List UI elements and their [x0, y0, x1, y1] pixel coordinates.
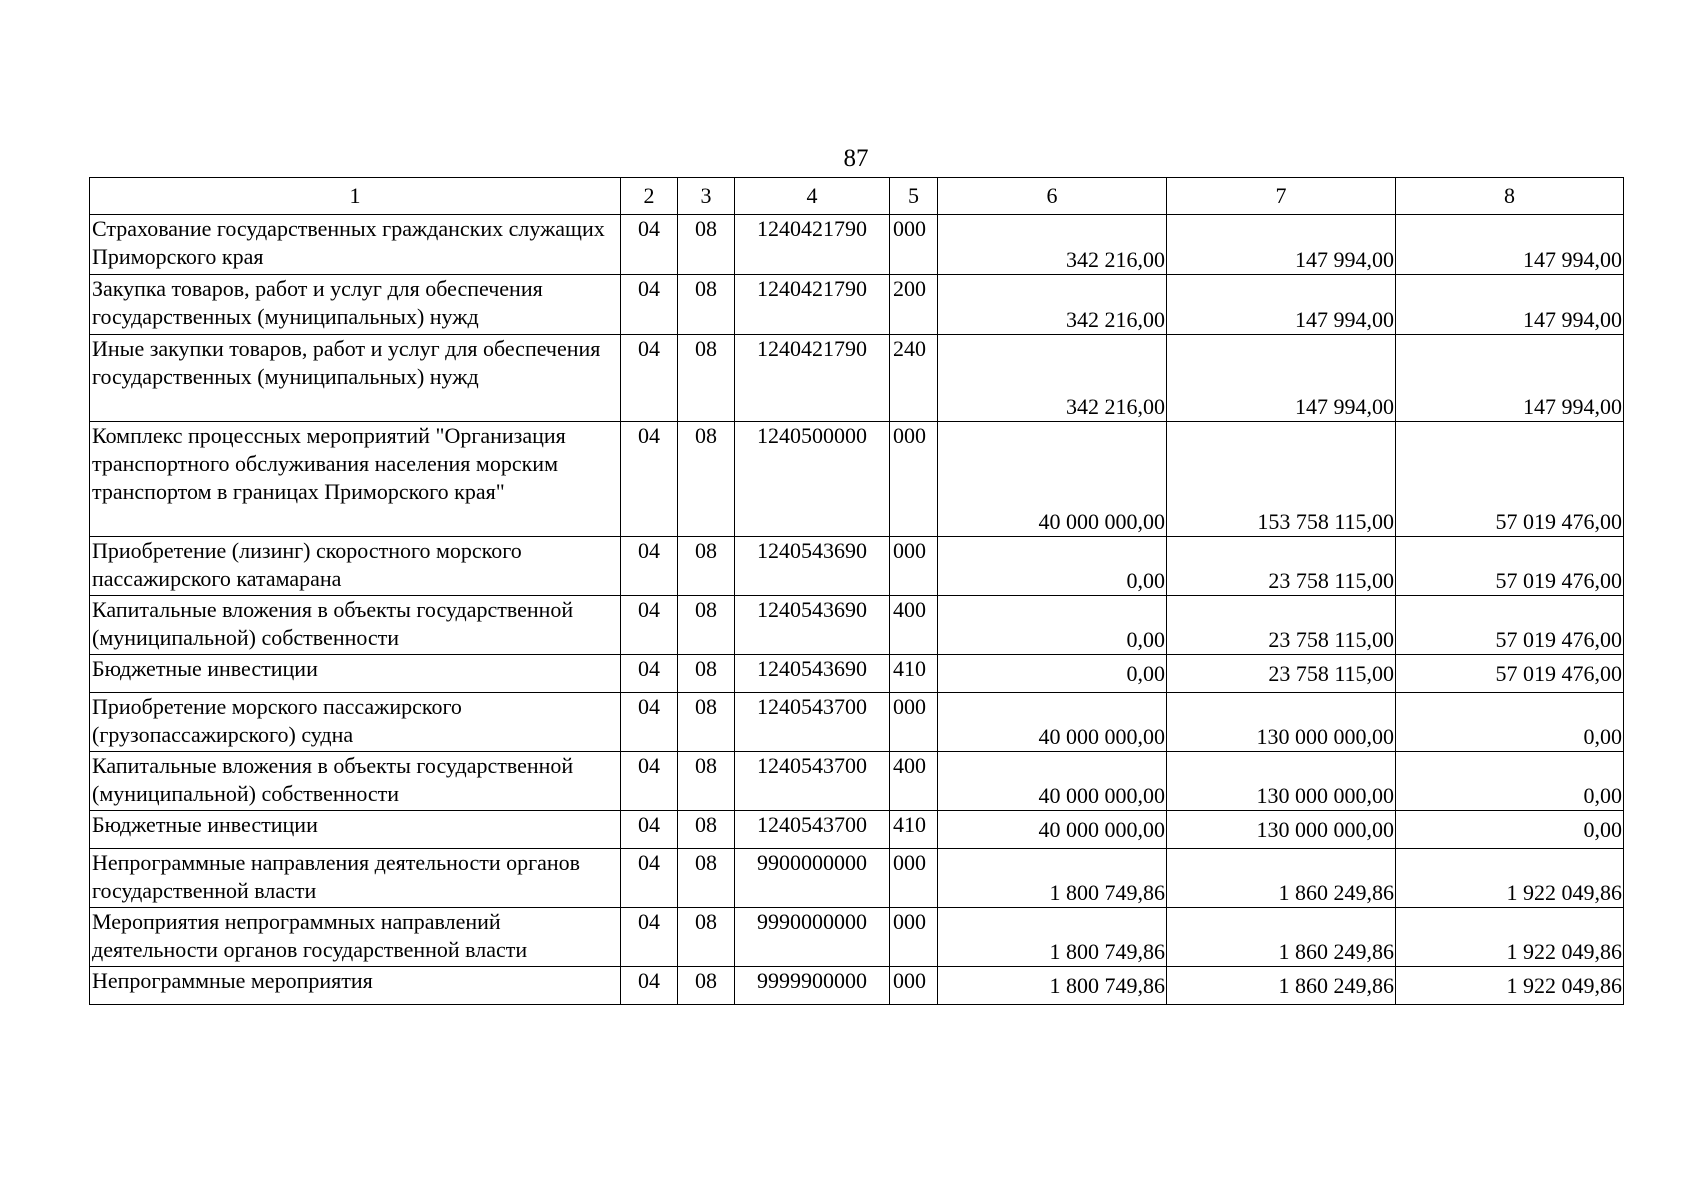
amount-col7: 153 758 115,00 [1167, 422, 1396, 537]
amount-col8: 1 922 049,86 [1396, 908, 1624, 967]
row-name: Непрограммные направления деятельности органов государственной власти [90, 849, 621, 908]
column-header: 2 [621, 178, 678, 215]
section-code: 04 [621, 596, 678, 655]
subsection-code: 08 [678, 422, 735, 537]
table-row [90, 752, 1624, 811]
subsection-code: 08 [678, 215, 735, 275]
row-name: Капитальные вложения в объекты государственной (муниципальной) собственности [90, 752, 621, 811]
amount-col8: 57 019 476,00 [1396, 596, 1624, 655]
amount-col6: 1 800 749,86 [938, 849, 1167, 908]
section-code: 04 [621, 967, 678, 1005]
amount-col8: 57 019 476,00 [1396, 422, 1624, 537]
section-code: 04 [621, 908, 678, 967]
table-row [90, 275, 1624, 335]
amount-col6: 342 216,00 [938, 215, 1167, 275]
amount-col8: 147 994,00 [1396, 275, 1624, 335]
table-row [90, 811, 1624, 849]
amount-col8: 0,00 [1396, 693, 1624, 752]
amount-col8: 147 994,00 [1396, 335, 1624, 422]
subsection-code: 08 [678, 596, 735, 655]
amount-col6: 0,00 [938, 655, 1167, 693]
table-row [90, 215, 1624, 275]
amount-col6: 342 216,00 [938, 335, 1167, 422]
section-code: 04 [621, 655, 678, 693]
subsection-code: 08 [678, 908, 735, 967]
target-article-code: 1240421790 [735, 275, 890, 335]
amount-col6: 40 000 000,00 [938, 811, 1167, 849]
amount-col8: 0,00 [1396, 811, 1624, 849]
amount-col7: 1 860 249,86 [1167, 967, 1396, 1005]
table-row [90, 849, 1624, 908]
amount-col7: 23 758 115,00 [1167, 655, 1396, 693]
expense-type-code: 400 [890, 596, 938, 655]
amount-col6: 1 800 749,86 [938, 908, 1167, 967]
subsection-code: 08 [678, 752, 735, 811]
subsection-code: 08 [678, 655, 735, 693]
expense-type-code: 240 [890, 335, 938, 422]
expense-type-code: 410 [890, 811, 938, 849]
table-row [90, 335, 1624, 422]
amount-col7: 1 860 249,86 [1167, 849, 1396, 908]
target-article-code: 1240543690 [735, 596, 890, 655]
amount-col7: 147 994,00 [1167, 335, 1396, 422]
target-article-code: 9999900000 [735, 967, 890, 1005]
row-name: Бюджетные инвестиции [90, 655, 621, 693]
table-row [90, 422, 1624, 537]
amount-col7: 147 994,00 [1167, 275, 1396, 335]
table-row [90, 596, 1624, 655]
row-name: Иные закупки товаров, работ и услуг для обеспечения государственных (муниципальных) нужд [90, 335, 621, 422]
amount-col7: 130 000 000,00 [1167, 693, 1396, 752]
expense-type-code: 000 [890, 537, 938, 596]
target-article-code: 1240421790 [735, 335, 890, 422]
target-article-code: 1240543700 [735, 811, 890, 849]
section-code: 04 [621, 693, 678, 752]
subsection-code: 08 [678, 849, 735, 908]
column-header: 4 [735, 178, 890, 215]
table-row [90, 967, 1624, 1005]
row-name: Закупка товаров, работ и услуг для обеспечения государственных (муниципальных) нужд [90, 275, 621, 335]
section-code: 04 [621, 335, 678, 422]
expense-type-code: 400 [890, 752, 938, 811]
subsection-code: 08 [678, 693, 735, 752]
subsection-code: 08 [678, 275, 735, 335]
target-article-code: 1240543700 [735, 752, 890, 811]
table-row [90, 655, 1624, 693]
page-number: 87 [843, 145, 869, 172]
column-header: 8 [1396, 178, 1624, 215]
row-name: Приобретение (лизинг) скоростного морского пассажирского катамарана [90, 537, 621, 596]
amount-col6: 0,00 [938, 537, 1167, 596]
expense-type-code: 000 [890, 849, 938, 908]
expense-type-code: 200 [890, 275, 938, 335]
column-header: 7 [1167, 178, 1396, 215]
row-name: Непрограммные мероприятия [90, 967, 621, 1005]
expense-type-code: 000 [890, 967, 938, 1005]
amount-col8: 57 019 476,00 [1396, 537, 1624, 596]
amount-col7: 130 000 000,00 [1167, 811, 1396, 849]
section-code: 04 [621, 422, 678, 537]
amount-col8: 1 922 049,86 [1396, 967, 1624, 1005]
target-article-code: 1240543690 [735, 537, 890, 596]
target-article-code: 9990000000 [735, 908, 890, 967]
amount-col7: 130 000 000,00 [1167, 752, 1396, 811]
table-row [90, 693, 1624, 752]
section-code: 04 [621, 275, 678, 335]
target-article-code: 1240543690 [735, 655, 890, 693]
expense-type-code: 000 [890, 422, 938, 537]
amount-col6: 40 000 000,00 [938, 693, 1167, 752]
expense-type-code: 000 [890, 693, 938, 752]
amount-col6: 0,00 [938, 596, 1167, 655]
subsection-code: 08 [678, 967, 735, 1005]
amount-col7: 1 860 249,86 [1167, 908, 1396, 967]
section-code: 04 [621, 811, 678, 849]
column-header: 3 [678, 178, 735, 215]
row-name: Бюджетные инвестиции [90, 811, 621, 849]
row-name: Приобретение морского пассажирского (грузопассажирского) судна [90, 693, 621, 752]
amount-col7: 23 758 115,00 [1167, 537, 1396, 596]
amount-col6: 1 800 749,86 [938, 967, 1167, 1005]
column-header: 6 [938, 178, 1167, 215]
amount-col6: 40 000 000,00 [938, 422, 1167, 537]
amount-col6: 40 000 000,00 [938, 752, 1167, 811]
amount-col8: 0,00 [1396, 752, 1624, 811]
row-name: Страхование государственных гражданских служащих Приморского края [90, 215, 621, 275]
row-name: Мероприятия непрограммных направлений деятельности органов государственной власти [90, 908, 621, 967]
column-header: 1 [90, 178, 621, 215]
budget-table [89, 177, 1624, 1005]
subsection-code: 08 [678, 811, 735, 849]
section-code: 04 [621, 849, 678, 908]
table-row [90, 537, 1624, 596]
column-header: 5 [890, 178, 938, 215]
row-name: Комплекс процессных мероприятий "Организация транспортного обслуживания населения морским транспортом в границах Приморского края" [90, 422, 621, 537]
expense-type-code: 410 [890, 655, 938, 693]
amount-col7: 147 994,00 [1167, 215, 1396, 275]
expense-type-code: 000 [890, 908, 938, 967]
subsection-code: 08 [678, 335, 735, 422]
section-code: 04 [621, 215, 678, 275]
table-header-row [90, 178, 1624, 215]
section-code: 04 [621, 537, 678, 596]
target-article-code: 1240500000 [735, 422, 890, 537]
amount-col8: 147 994,00 [1396, 215, 1624, 275]
subsection-code: 08 [678, 537, 735, 596]
target-article-code: 1240421790 [735, 215, 890, 275]
target-article-code: 1240543700 [735, 693, 890, 752]
amount-col7: 23 758 115,00 [1167, 596, 1396, 655]
amount-col8: 57 019 476,00 [1396, 655, 1624, 693]
section-code: 04 [621, 752, 678, 811]
row-name: Капитальные вложения в объекты государственной (муниципальной) собственности [90, 596, 621, 655]
amount-col8: 1 922 049,86 [1396, 849, 1624, 908]
table-row [90, 908, 1624, 967]
expense-type-code: 000 [890, 215, 938, 275]
amount-col6: 342 216,00 [938, 275, 1167, 335]
target-article-code: 9900000000 [735, 849, 890, 908]
